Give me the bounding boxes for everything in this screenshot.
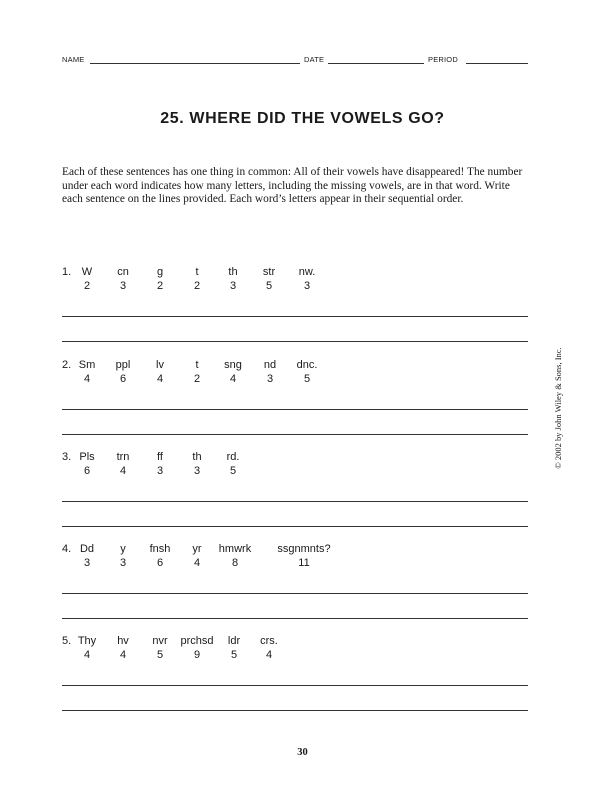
letter-count: 4 <box>193 557 201 569</box>
letter-count: 4 <box>156 373 164 385</box>
letter-count: 4 <box>229 373 237 385</box>
vowelless-word: ldr <box>227 635 241 647</box>
letter-count: 2 <box>83 280 91 292</box>
answer-line-1[interactable] <box>62 593 528 594</box>
vowelless-word: ssgnmnts? <box>277 543 331 555</box>
vowelless-word: Pls <box>79 451 95 463</box>
worksheet-title: 25. WHERE DID THE VOWELS GO? <box>160 110 445 127</box>
letter-count: 6 <box>156 557 164 569</box>
letter-count: 6 <box>119 373 127 385</box>
vowelless-word: ppl <box>115 359 131 371</box>
letter-count: 4 <box>119 649 127 661</box>
vowelless-word: sng <box>224 359 242 371</box>
problem-number: 2. <box>62 359 72 371</box>
letter-count: 4 <box>265 649 273 661</box>
letter-count: 2 <box>193 280 201 292</box>
vowelless-word: nd <box>263 359 277 371</box>
name-label: NAME <box>62 55 85 64</box>
answer-line-2[interactable] <box>62 526 528 527</box>
vowelless-word: Dd <box>79 543 95 555</box>
period-field-line[interactable] <box>466 63 528 64</box>
letter-count: 5 <box>303 373 311 385</box>
letter-count: 5 <box>230 649 238 661</box>
letter-count: 2 <box>156 280 164 292</box>
vowelless-word: prchsd <box>180 635 214 647</box>
problem-number: 3. <box>62 451 72 463</box>
letter-count: 5 <box>229 465 237 477</box>
vowelless-word: y <box>120 543 126 555</box>
letter-count: 3 <box>266 373 274 385</box>
letter-count: 3 <box>156 465 164 477</box>
date-label: DATE <box>304 55 325 64</box>
answer-line-1[interactable] <box>62 409 528 410</box>
letter-count: 3 <box>83 557 91 569</box>
vowelless-word: th <box>192 451 202 463</box>
problem-number: 4. <box>62 543 72 555</box>
vowelless-word: cn <box>117 266 129 278</box>
page-number: 30 <box>297 747 308 758</box>
letter-count: 4 <box>83 373 91 385</box>
vowelless-word: nvr <box>152 635 168 647</box>
vowelless-word: trn <box>116 451 130 463</box>
vowelless-word: hmwrk <box>218 543 252 555</box>
letter-count: 3 <box>229 280 237 292</box>
date-field-line[interactable] <box>328 63 424 64</box>
problem-4 <box>0 543 605 633</box>
answer-line-1[interactable] <box>62 501 528 502</box>
letter-count: 8 <box>231 557 239 569</box>
vowelless-word: th <box>228 266 238 278</box>
letter-count: 3 <box>119 557 127 569</box>
problem-number: 1. <box>62 266 72 278</box>
vowelless-word: crs. <box>260 635 278 647</box>
problem-3 <box>0 451 605 541</box>
answer-line-1[interactable] <box>62 316 528 317</box>
problem-5 <box>0 635 605 725</box>
vowelless-word: lv <box>156 359 164 371</box>
answer-line-2[interactable] <box>62 710 528 711</box>
letter-count: 4 <box>83 649 91 661</box>
letter-count: 3 <box>193 465 201 477</box>
letter-count: 5 <box>265 280 273 292</box>
vowelless-word: nw. <box>298 266 316 278</box>
vowelless-word: yr <box>192 543 202 555</box>
instructions-paragraph: Each of these sentences has one thing in common: All of their vowels have disappeared! The number under each word indicates how many letters, including the missing vowels, are in that word. Write each sentence on the lines provided. Each word’s letters appear in their sequential order. <box>62 166 523 206</box>
letter-count: 3 <box>119 280 127 292</box>
letter-count: 9 <box>193 649 201 661</box>
answer-line-1[interactable] <box>62 685 528 686</box>
problem-number: 5. <box>62 635 72 647</box>
letter-count: 4 <box>119 465 127 477</box>
vowelless-word: Sm <box>78 359 96 371</box>
vowelless-word: W <box>81 266 93 278</box>
vowelless-word: g <box>156 266 164 278</box>
vowelless-word: t <box>195 266 199 278</box>
name-field-line[interactable] <box>90 63 300 64</box>
vowelless-word: hv <box>117 635 129 647</box>
vowelless-word: str <box>262 266 276 278</box>
student-info-header <box>62 55 528 67</box>
problem-2 <box>0 359 605 449</box>
copyright-notice: © 2002 by John Wiley & Sons, Inc. <box>553 347 563 469</box>
period-label: PERIOD <box>428 55 458 64</box>
letter-count: 11 <box>298 557 310 569</box>
vowelless-word: dnc. <box>296 359 318 371</box>
letter-count: 5 <box>156 649 164 661</box>
answer-line-2[interactable] <box>62 434 528 435</box>
letter-count: 3 <box>303 280 311 292</box>
problem-1 <box>0 266 605 356</box>
vowelless-word: Thy <box>77 635 97 647</box>
vowelless-word: ff <box>157 451 163 463</box>
vowelless-word: t <box>195 359 199 371</box>
answer-line-2[interactable] <box>62 618 528 619</box>
vowelless-word: fnsh <box>149 543 171 555</box>
answer-line-2[interactable] <box>62 341 528 342</box>
letter-count: 2 <box>193 373 201 385</box>
vowelless-word: rd. <box>226 451 240 463</box>
letter-count: 6 <box>83 465 91 477</box>
